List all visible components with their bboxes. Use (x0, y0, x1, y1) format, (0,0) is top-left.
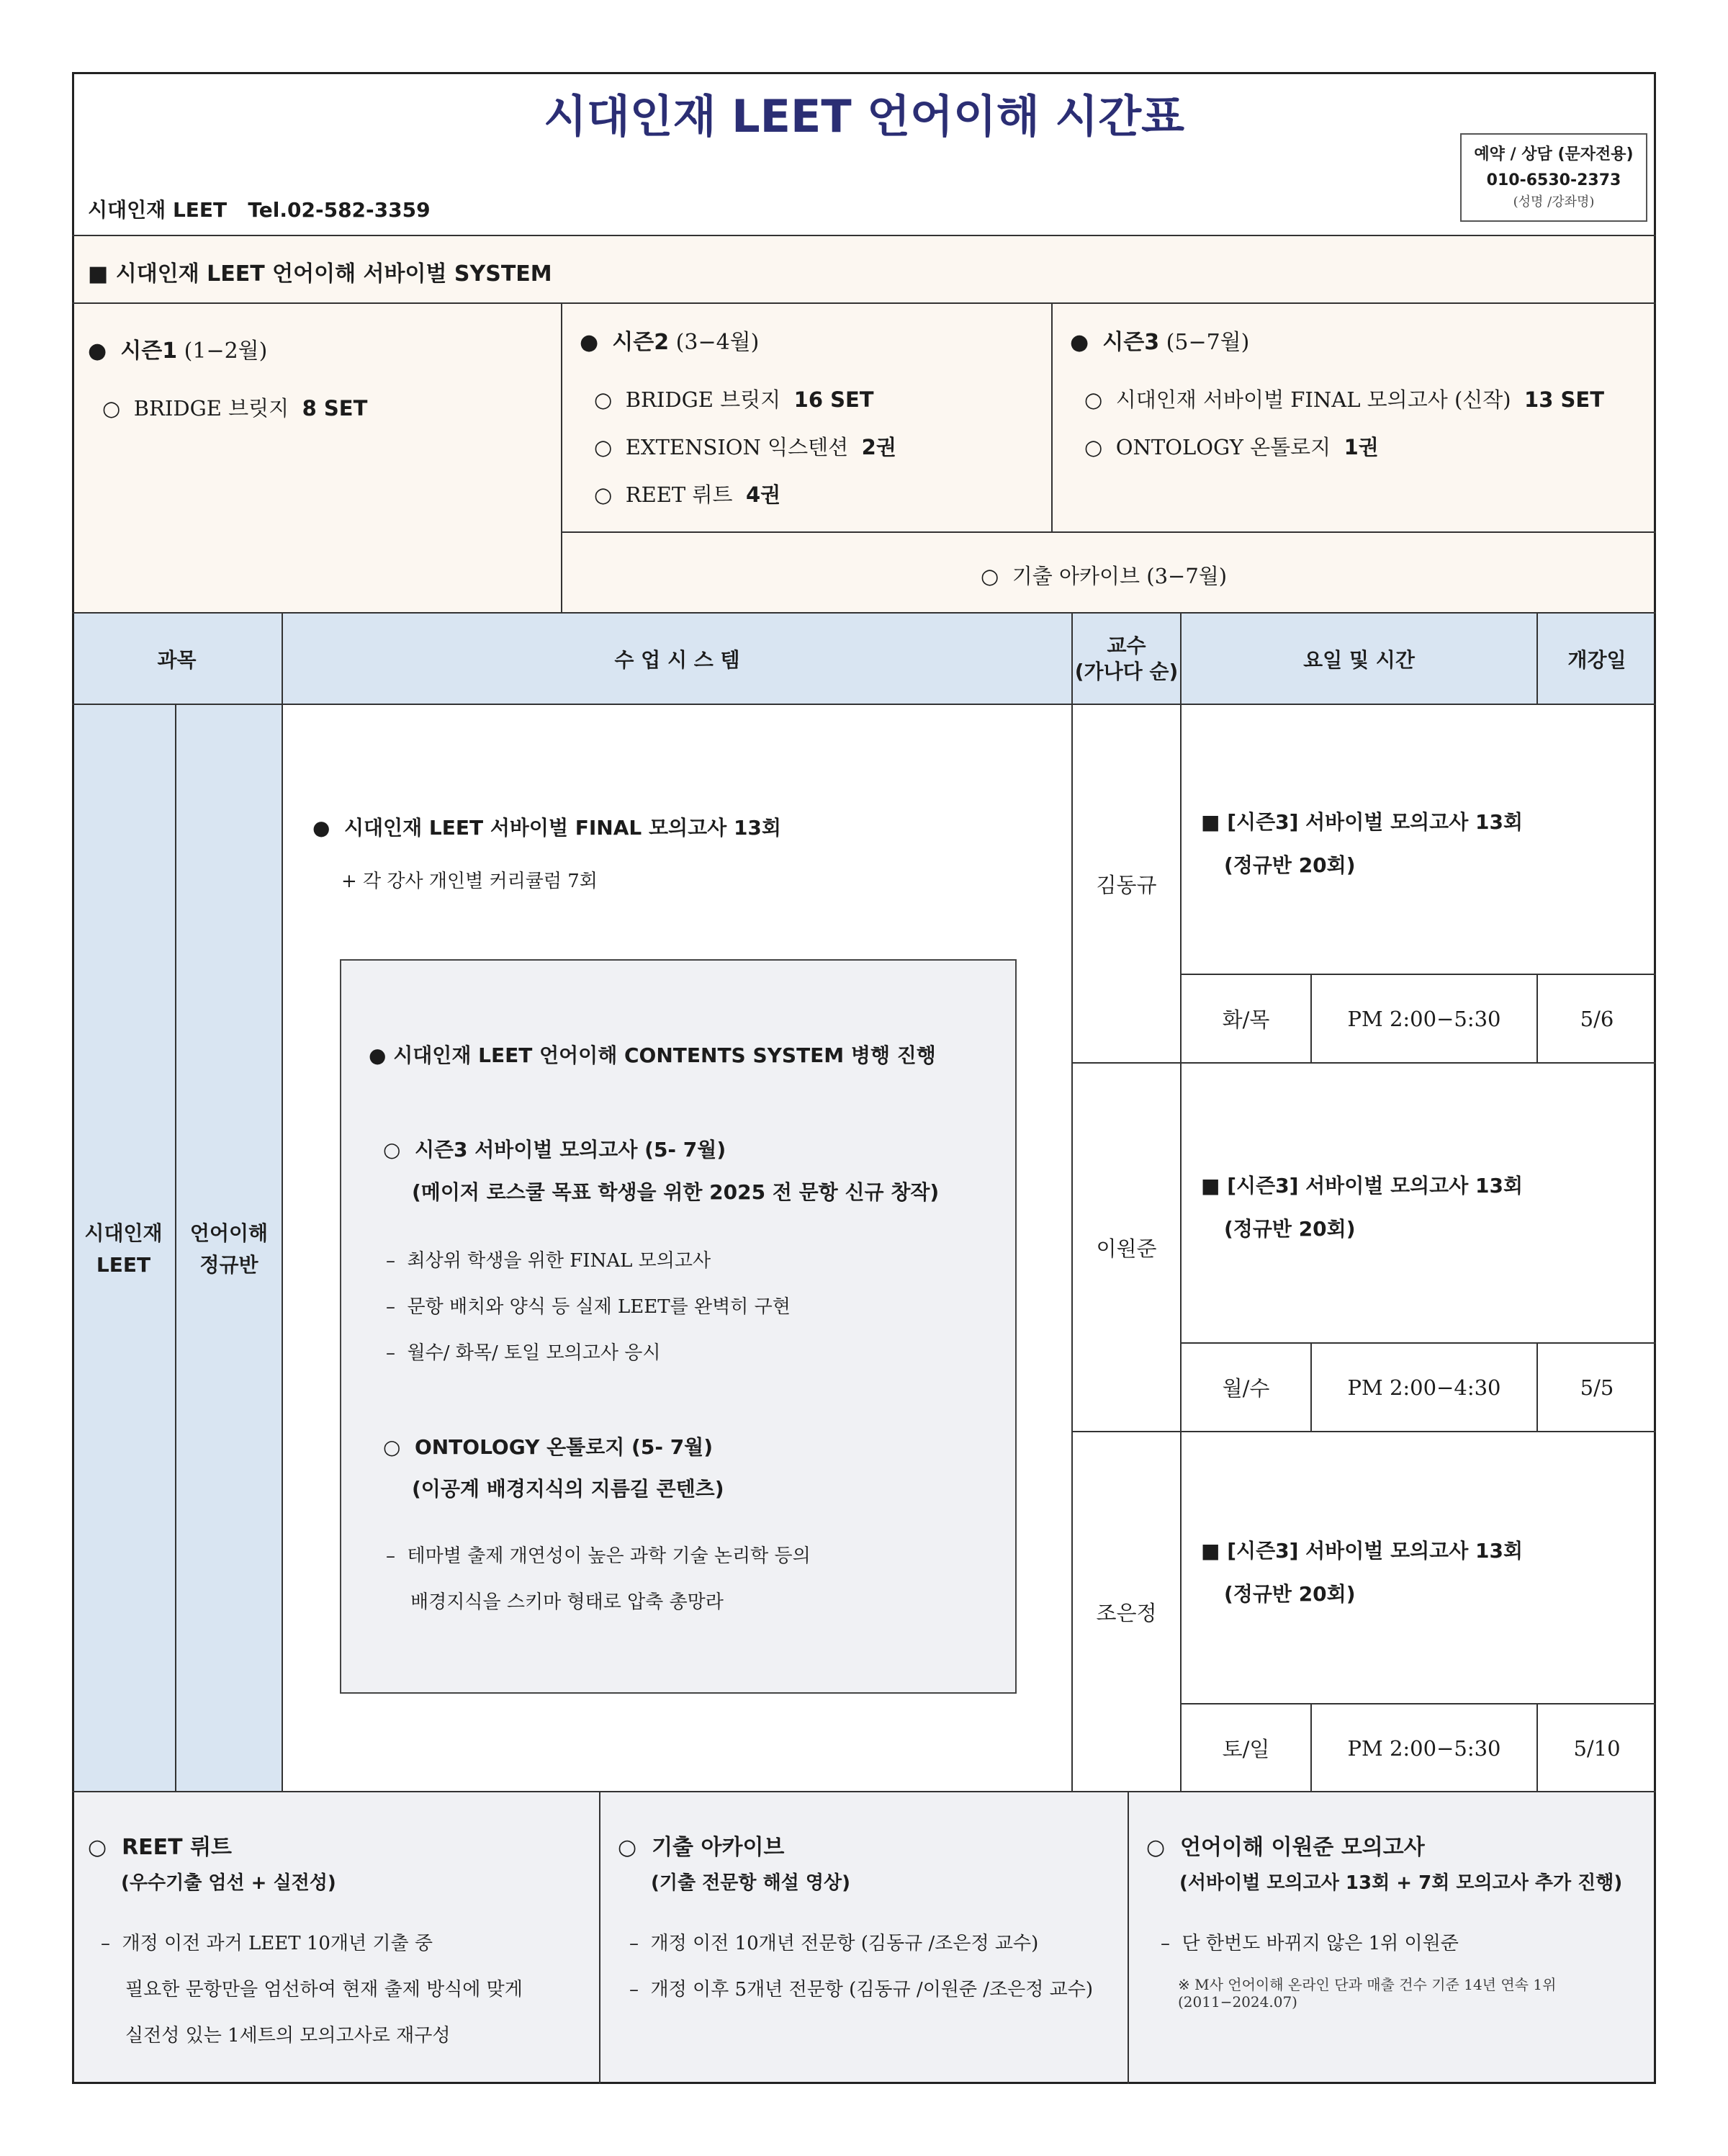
header-subject: 과목 (157, 647, 197, 672)
divider (599, 1792, 600, 2084)
reservation-label: 예약 / 상담 (문자전용) (1474, 145, 1634, 163)
course-name: ■ [시즌3] 서바이벌 모의고사 13회 (1201, 1174, 1524, 1198)
box-section2-sub: (이공계 배경지식의 지름길 콘텐츠) (412, 1477, 724, 1501)
footer-reet-line: – 개정 이전 과거 LEET 10개년 기출 중 (101, 1933, 433, 1954)
footer-mock-note: (2011−2024.07) (1178, 1993, 1297, 2011)
system-title: ■ 시대인재 LEET 언어이해 서바이벌 SYSTEM (88, 261, 552, 287)
divider (1180, 613, 1182, 1792)
circle-icon: ○ (383, 1435, 401, 1459)
season3-item: ○ ONTOLOGY 온톨로지 1권 (1084, 435, 1379, 459)
reservation-phone: 010-6530-2373 (1486, 171, 1621, 189)
footer-mock-title: ○ 언어이해 이원준 모의고사 (1146, 1835, 1425, 1860)
header-time: 요일 및 시간 (1303, 647, 1415, 672)
divider (72, 235, 1656, 236)
circle-icon: ○ (594, 482, 613, 507)
bullet-icon: ● (312, 816, 330, 840)
season2-item: ○ REET 뤼트 4권 (594, 482, 781, 507)
box-section2-bullet: – 테마별 출제 개연성이 높은 과학 기술 논리학 등의 (386, 1545, 811, 1567)
box-section1-bullet: – 문항 배치와 양식 등 실제 LEET를 완벽히 구현 (386, 1296, 791, 1318)
main-course-sub: + 각 강사 개인별 커리큘럼 7회 (341, 871, 598, 892)
bullet-icon: ● (369, 1043, 387, 1067)
circle-icon: ○ (1146, 1835, 1166, 1860)
season3-item: ○ 시대인재 서바이벌 FINAL 모의고사 (신작) 13 SET (1084, 387, 1604, 412)
reservation-note: (성명 /강좌명) (1513, 194, 1595, 210)
box-section2-bullet: 배경지식을 스키마 형태로 압축 총망라 (410, 1591, 724, 1613)
box-section1-bullet: – 월수/ 화목/ 토일 모의고사 응시 (386, 1342, 661, 1364)
season2-item: ○ BRIDGE 브릿지 16 SET (594, 387, 874, 412)
contents-system-box (340, 959, 1017, 1694)
season1-period: (1−2월) (184, 338, 268, 364)
square-icon: ■ (1201, 810, 1220, 834)
page-title: 시대인재 LEET 언어이해 시간표 (543, 90, 1185, 143)
season3-period: (5−7월) (1166, 330, 1250, 355)
course-sub: (정규반 20회) (1224, 1582, 1356, 1606)
course-sub: (정규반 20회) (1224, 1217, 1356, 1241)
footer-reet-line: 필요한 문항만을 엄선하여 현재 출제 방식에 맞게 (125, 1979, 523, 2000)
circle-icon: ○ (88, 1835, 107, 1860)
contents-system-title: ● 시대인재 LEET 언어이해 CONTENTS SYSTEM 병행 진행 (369, 1043, 936, 1067)
bullet-icon: ● (580, 330, 599, 355)
season2-heading (580, 324, 759, 356)
professor-name: 이원준 (1096, 1236, 1157, 1261)
course-name: ■ [시즌3] 서바이벌 모의고사 13회 (1201, 1539, 1524, 1563)
divider (1051, 302, 1053, 531)
box-section1-sub: (메이저 로스쿨 목표 학생을 위한 2025 전 문항 신규 창작) (412, 1180, 940, 1204)
footer-archive-title: ○ 기출 아카이브 (618, 1835, 785, 1860)
class-time: PM 2:00−5:30 (1347, 1735, 1501, 1761)
divider (561, 302, 562, 613)
divider (282, 613, 283, 1792)
main-course-title: ● 시대인재 LEET 서바이벌 FINAL 모의고사 13회 (312, 816, 781, 840)
circle-icon: ○ (383, 1138, 401, 1162)
class-time: PM 2:00−4:30 (1347, 1375, 1501, 1400)
season1-name: 시즌1 (120, 338, 178, 364)
class-type: 언어이해 정규반 (189, 1221, 269, 1277)
square-icon: ■ (1201, 1174, 1220, 1198)
professor-name: 김동규 (1096, 872, 1157, 897)
footer-archive-line: – 개정 이전 10개년 전문항 (김동규 /조은정 교수) (629, 1933, 1039, 1954)
start-date: 5/5 (1580, 1375, 1614, 1400)
circle-icon: ○ (1084, 435, 1103, 459)
academy-tel: Tel.02-582-3359 (248, 198, 431, 222)
start-date: 5/6 (1580, 1006, 1614, 1031)
circle-icon: ○ (618, 1835, 637, 1860)
bullet-icon: ● (1070, 330, 1089, 355)
box-section1-bullet: – 최상위 학생을 위한 FINAL 모의고사 (386, 1250, 711, 1272)
box-section1-title: ○ 시즌3 서바이벌 모의고사 (5- 7월) (383, 1138, 726, 1162)
footer-archive-sub: (기출 전문항 해설 영상) (651, 1872, 850, 1894)
box-section2-title: ○ ONTOLOGY 온톨로지 (5- 7월) (383, 1435, 714, 1459)
header-professor: 교수 (가나다 순) (1074, 633, 1179, 683)
subject-name: 시대인재 LEET (84, 1221, 163, 1277)
class-days: 월/수 (1222, 1376, 1270, 1401)
square-icon: ■ (1201, 1539, 1220, 1563)
footer-mock-sub: (서바이벌 모의고사 13회 + 7회 모의고사 추가 진행) (1179, 1872, 1623, 1894)
season1-heading (88, 333, 267, 364)
circle-icon: ○ (594, 387, 613, 412)
divider (1128, 1792, 1129, 2084)
archive-item: ○ 기출 아카이브 (3−7월) (981, 564, 1228, 588)
class-time: PM 2:00−5:30 (1347, 1006, 1501, 1031)
circle-icon: ○ (981, 564, 999, 588)
header-system: 수 업 시 스 템 (614, 647, 740, 672)
footer-reet-title: ○ REET 뤼트 (88, 1835, 233, 1860)
professor-name: 조은정 (1096, 1601, 1157, 1625)
footer-mock-note: ※ M사 언어이해 온라인 단과 매출 건수 기준 14년 연속 1위 (1178, 1976, 1557, 1993)
divider (72, 302, 1656, 304)
class-days: 화/목 (1222, 1007, 1270, 1032)
course-sub: (정규반 20회) (1224, 853, 1356, 877)
reservation-box (1460, 133, 1647, 222)
season2-item: ○ EXTENSION 익스텐션 2권 (594, 435, 896, 459)
header-start-date: 개강일 (1567, 647, 1626, 672)
footer-archive-line: – 개정 이후 5개년 전문항 (김동규 /이원준 /조은정 교수) (629, 1979, 1094, 2000)
academy-contact (88, 194, 431, 223)
season2-name: 시즌2 (612, 330, 670, 355)
footer-reet-line: 실전성 있는 1세트의 모의고사로 재구성 (125, 2025, 451, 2047)
circle-icon: ○ (594, 435, 613, 459)
footer-reet-sub: (우수기출 엄선 + 실전성) (121, 1872, 336, 1894)
academy-name: 시대인재 LEET (88, 198, 228, 222)
season1-item: ○ BRIDGE 브릿지 8 SET (102, 396, 368, 421)
divider (561, 531, 1656, 533)
season3-heading (1070, 324, 1249, 356)
course-name: ■ [시즌3] 서바이벌 모의고사 13회 (1201, 810, 1524, 834)
circle-icon: ○ (1084, 387, 1103, 412)
start-date: 5/10 (1573, 1735, 1621, 1761)
bullet-icon: ● (88, 338, 107, 364)
footer-mock-line: – 단 한번도 바뀌지 않은 1위 이원준 (1161, 1933, 1459, 1954)
season3-name: 시즌3 (1102, 330, 1160, 355)
season2-period: (3−4월) (675, 330, 760, 355)
class-days: 토/일 (1222, 1737, 1270, 1761)
circle-icon: ○ (102, 396, 121, 421)
